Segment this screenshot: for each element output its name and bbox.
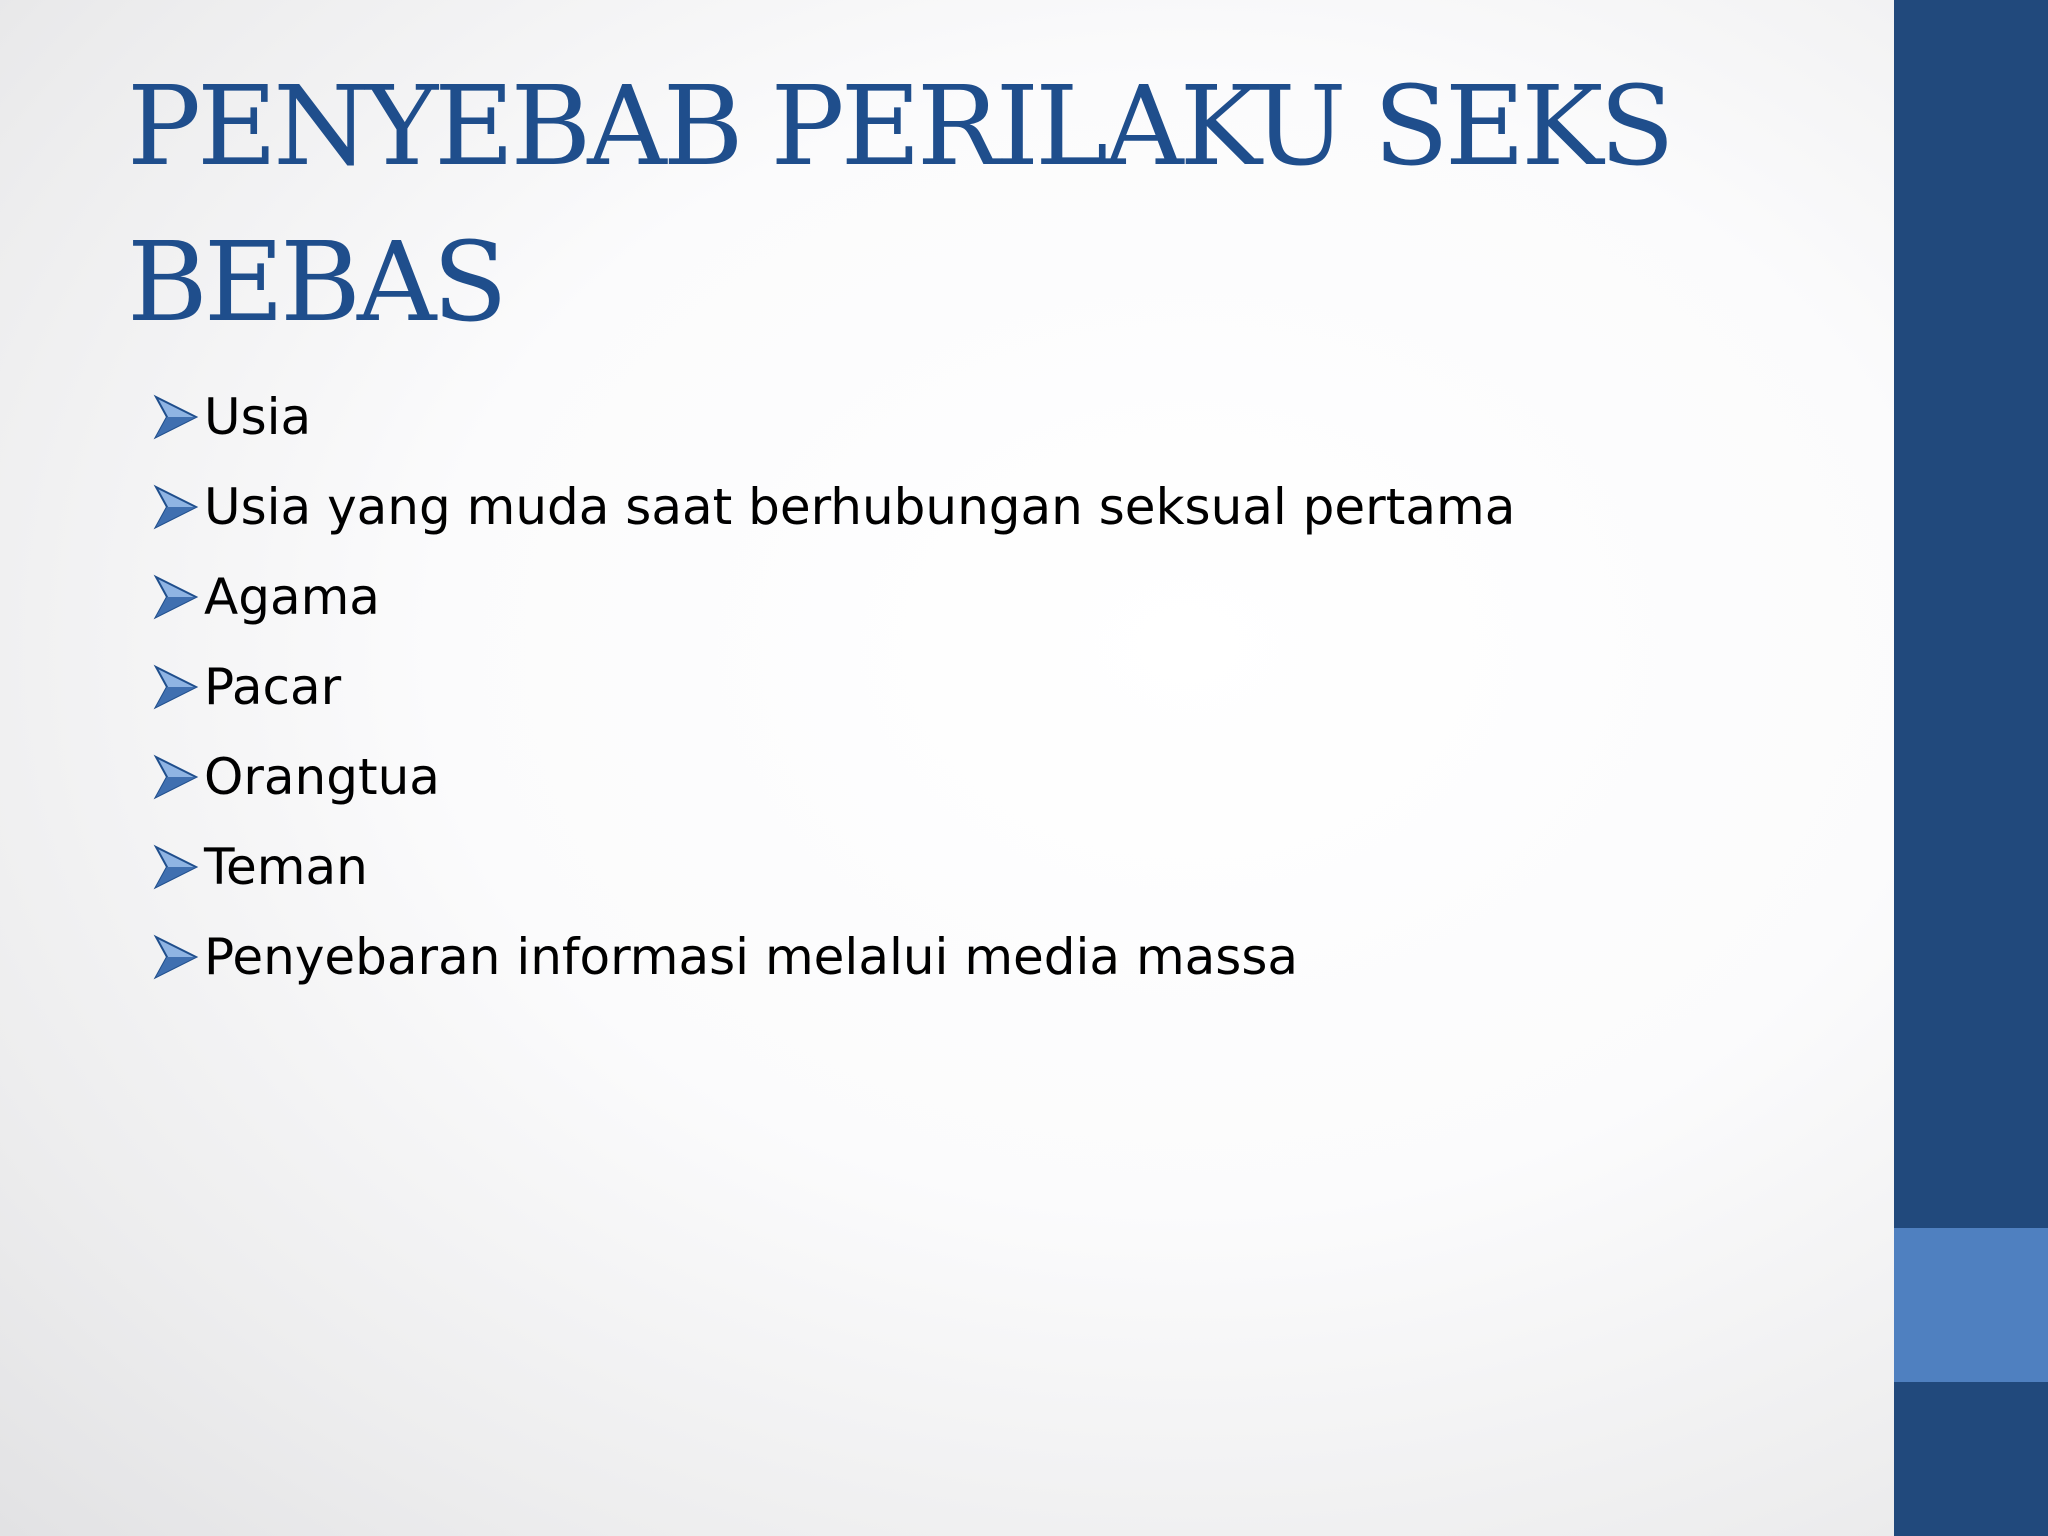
bullet-item — [152, 732, 1515, 822]
arrow-bullet-icon — [152, 573, 200, 621]
bullet-item — [152, 912, 1515, 1002]
bullet-item — [152, 462, 1515, 552]
slide-title: PENYEBAB PERILAKU SEKS BEBAS — [127, 62, 1671, 346]
arrow-bullet-icon — [152, 933, 200, 981]
bullet-text: Penyebaran informasi melalui media massa — [204, 928, 1299, 986]
arrow-bullet-icon — [152, 753, 200, 801]
bullet-list — [152, 372, 1515, 1002]
bullet-text: Orangtua — [204, 748, 440, 806]
arrow-bullet-icon — [152, 843, 200, 891]
bullet-text: Usia — [204, 388, 312, 446]
bullet-item — [152, 552, 1515, 642]
arrow-bullet-icon — [152, 663, 200, 711]
bullet-item — [152, 642, 1515, 732]
sidebar-accent-block — [1894, 1228, 2048, 1382]
bullet-text: Agama — [204, 568, 380, 626]
bullet-text: Usia yang muda saat berhubungan seksual pertama — [204, 478, 1516, 536]
arrow-bullet-icon — [152, 393, 200, 441]
bullet-text: Pacar — [204, 658, 342, 716]
arrow-bullet-icon — [152, 483, 200, 531]
bullet-item — [152, 372, 1515, 462]
bullet-text: Teman — [204, 838, 368, 896]
bullet-item — [152, 822, 1515, 912]
